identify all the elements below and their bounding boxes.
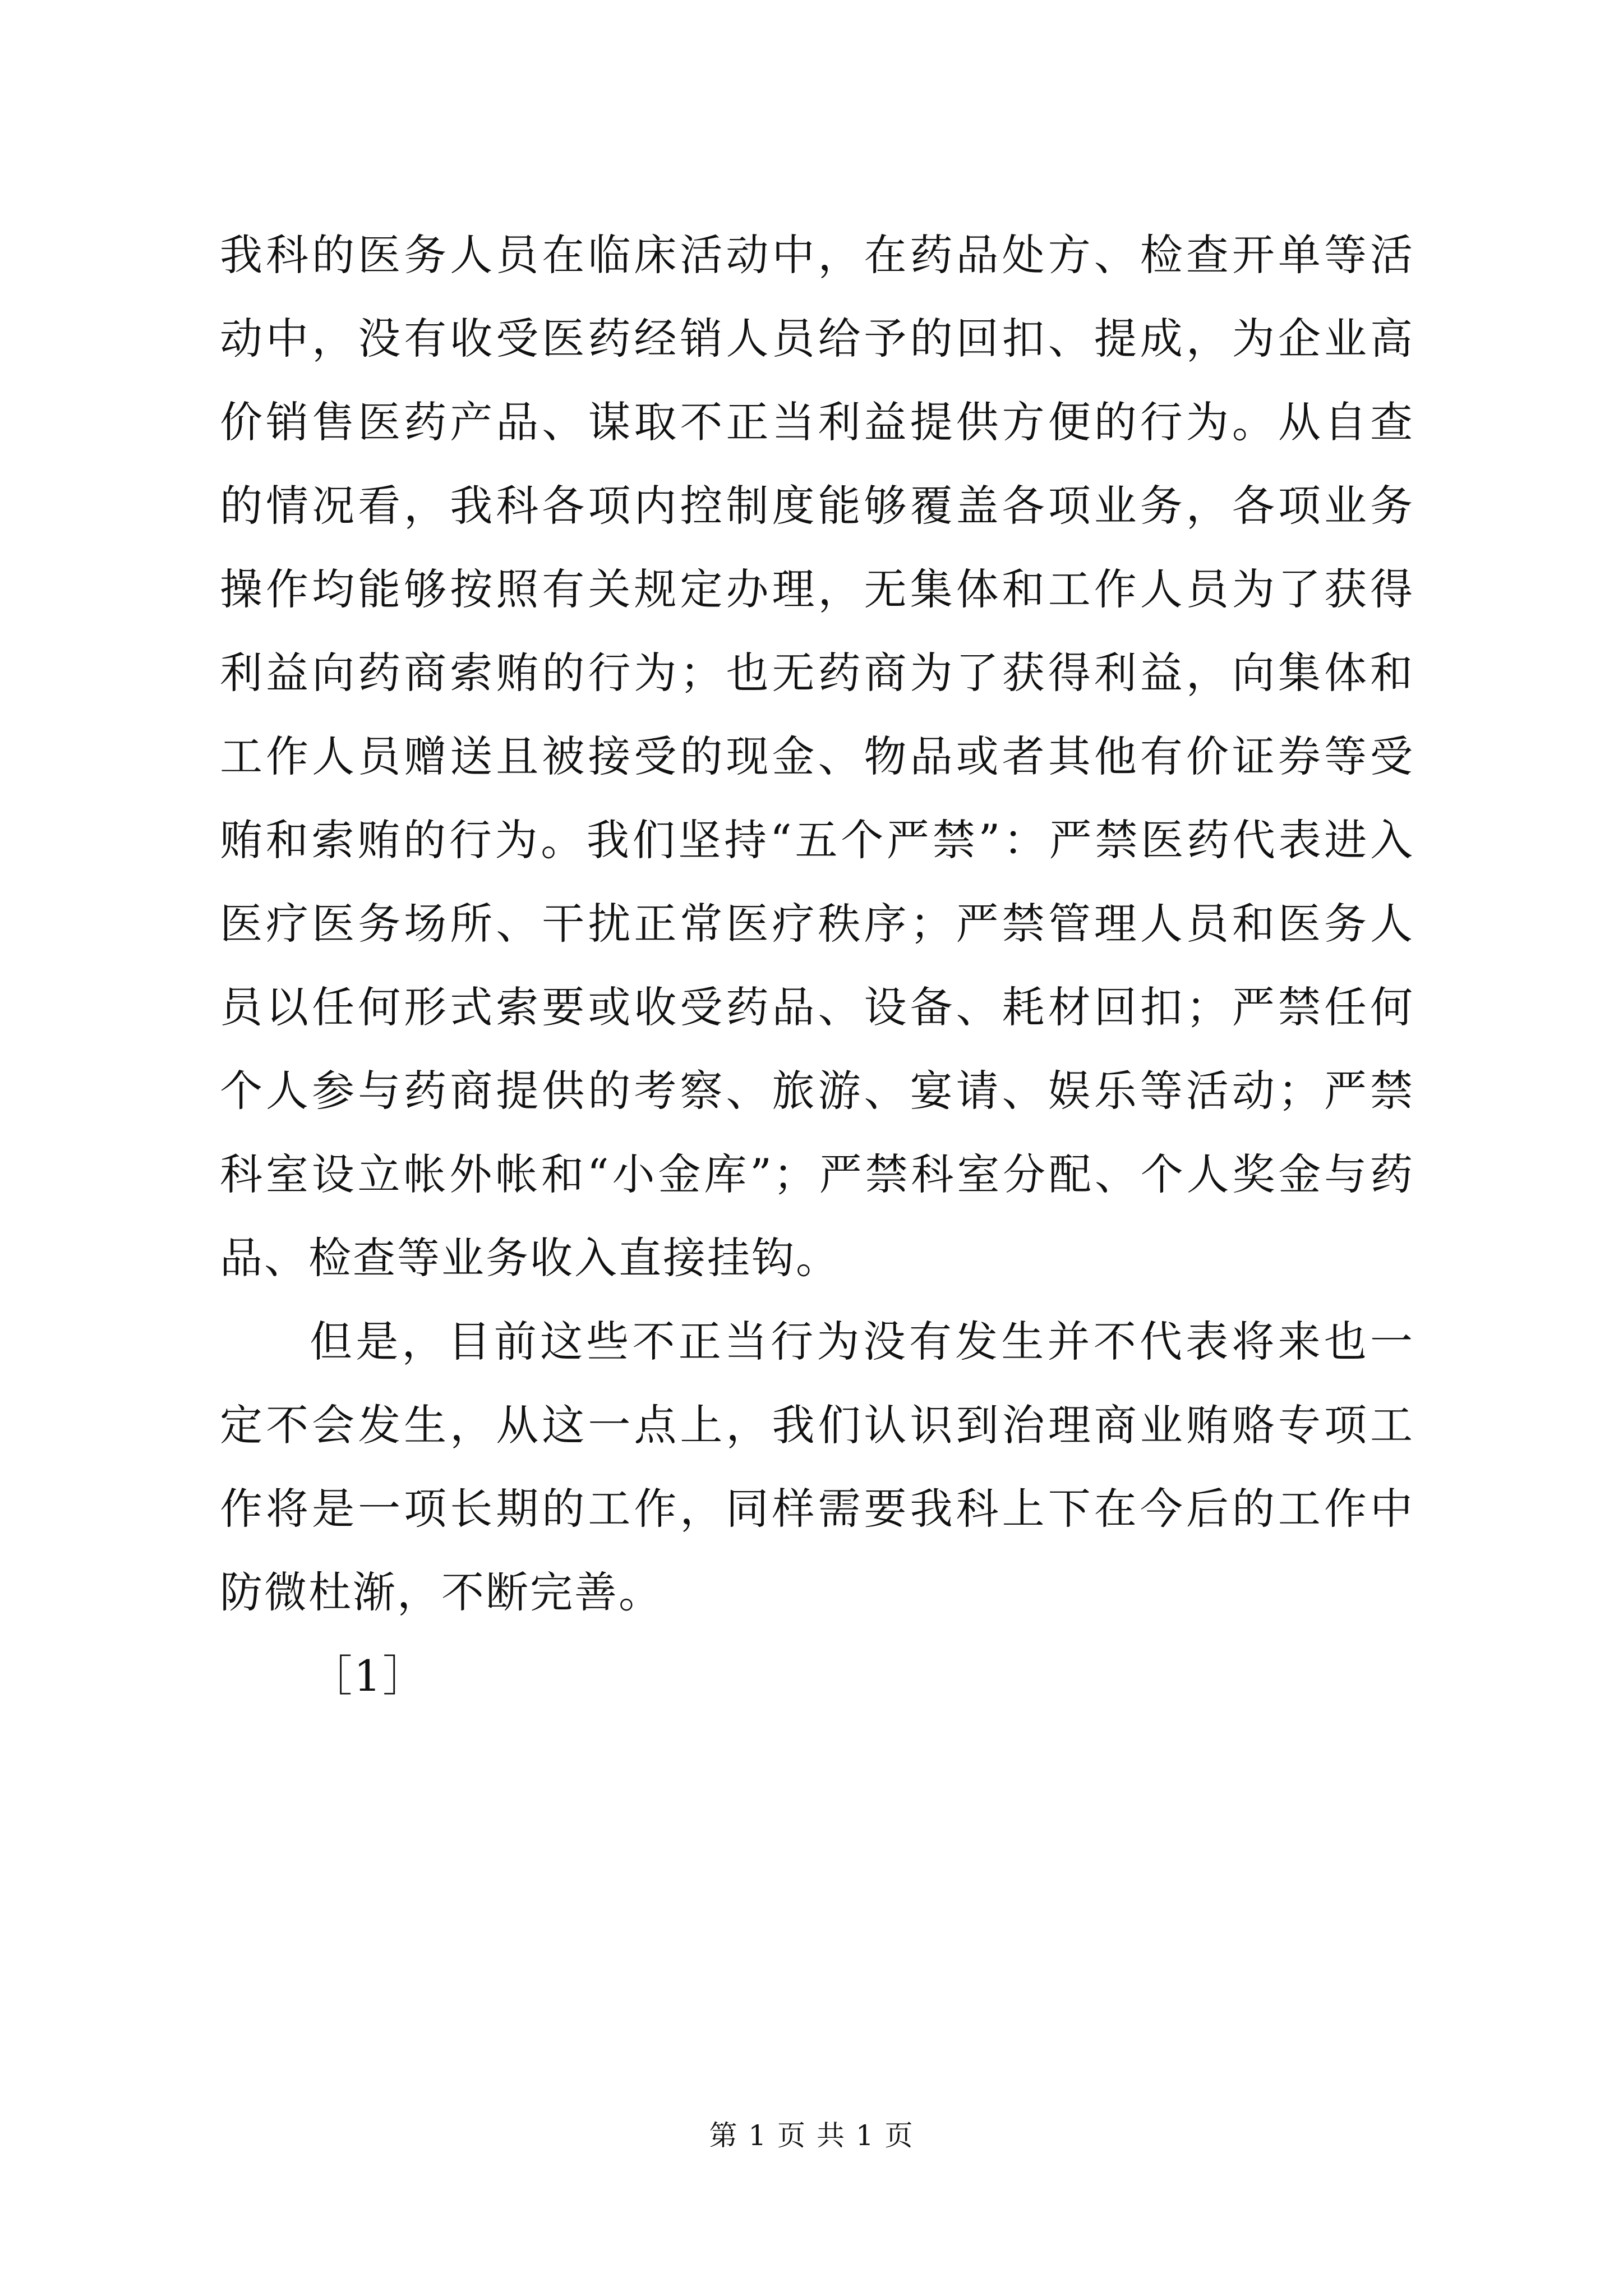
paragraph-2: 但是，目前这些不正当行为没有发生并不代表将来也一定不会发生，从这一点上，我们认识到治理商业贿赂专项工作将是一项长期的工作，同样需要我科上下在今后的工作中防微杜渐，不断完善。 (220, 1317, 1414, 1617)
paragraph-1: 我科的医务人员在临床活动中，在药品处方、检查开单等活动中，没有收受医药经销人员给予的回扣、提成，为企业高价销售医药产品、谋取不正当利益提供方便的行为。从自查的情况看，我科各项内控制度能够覆盖各项业务，各项业务操作均能够按照有关规定办理，无集体和工作人员为了获得利益向药商索贿的行为；也无药商为了获得利益，向集体和工作人员赠送且被接受的现金、物品或者其他有价证券等受贿和索贿的行为。我们坚持“五个严禁”：严禁医药代表进入医疗医务场所、干扰正常医疗秩序；严禁管理人员和医务人员以任何形式索要或收受药品、设备、耗材回扣；严禁任何个人参与药商提供的考察、旅游、宴请、娱乐等活动；严禁科室设立帐外帐和“小金库”；严禁科室分配、个人奖金与药品、检查等业务收入直接挂钩。 (220, 230, 1414, 1283)
page-footer: 第 1 页 共 1 页 (709, 2119, 914, 2152)
document-body (220, 213, 1414, 1718)
reference-marker: ［1］ (310, 1651, 427, 1701)
